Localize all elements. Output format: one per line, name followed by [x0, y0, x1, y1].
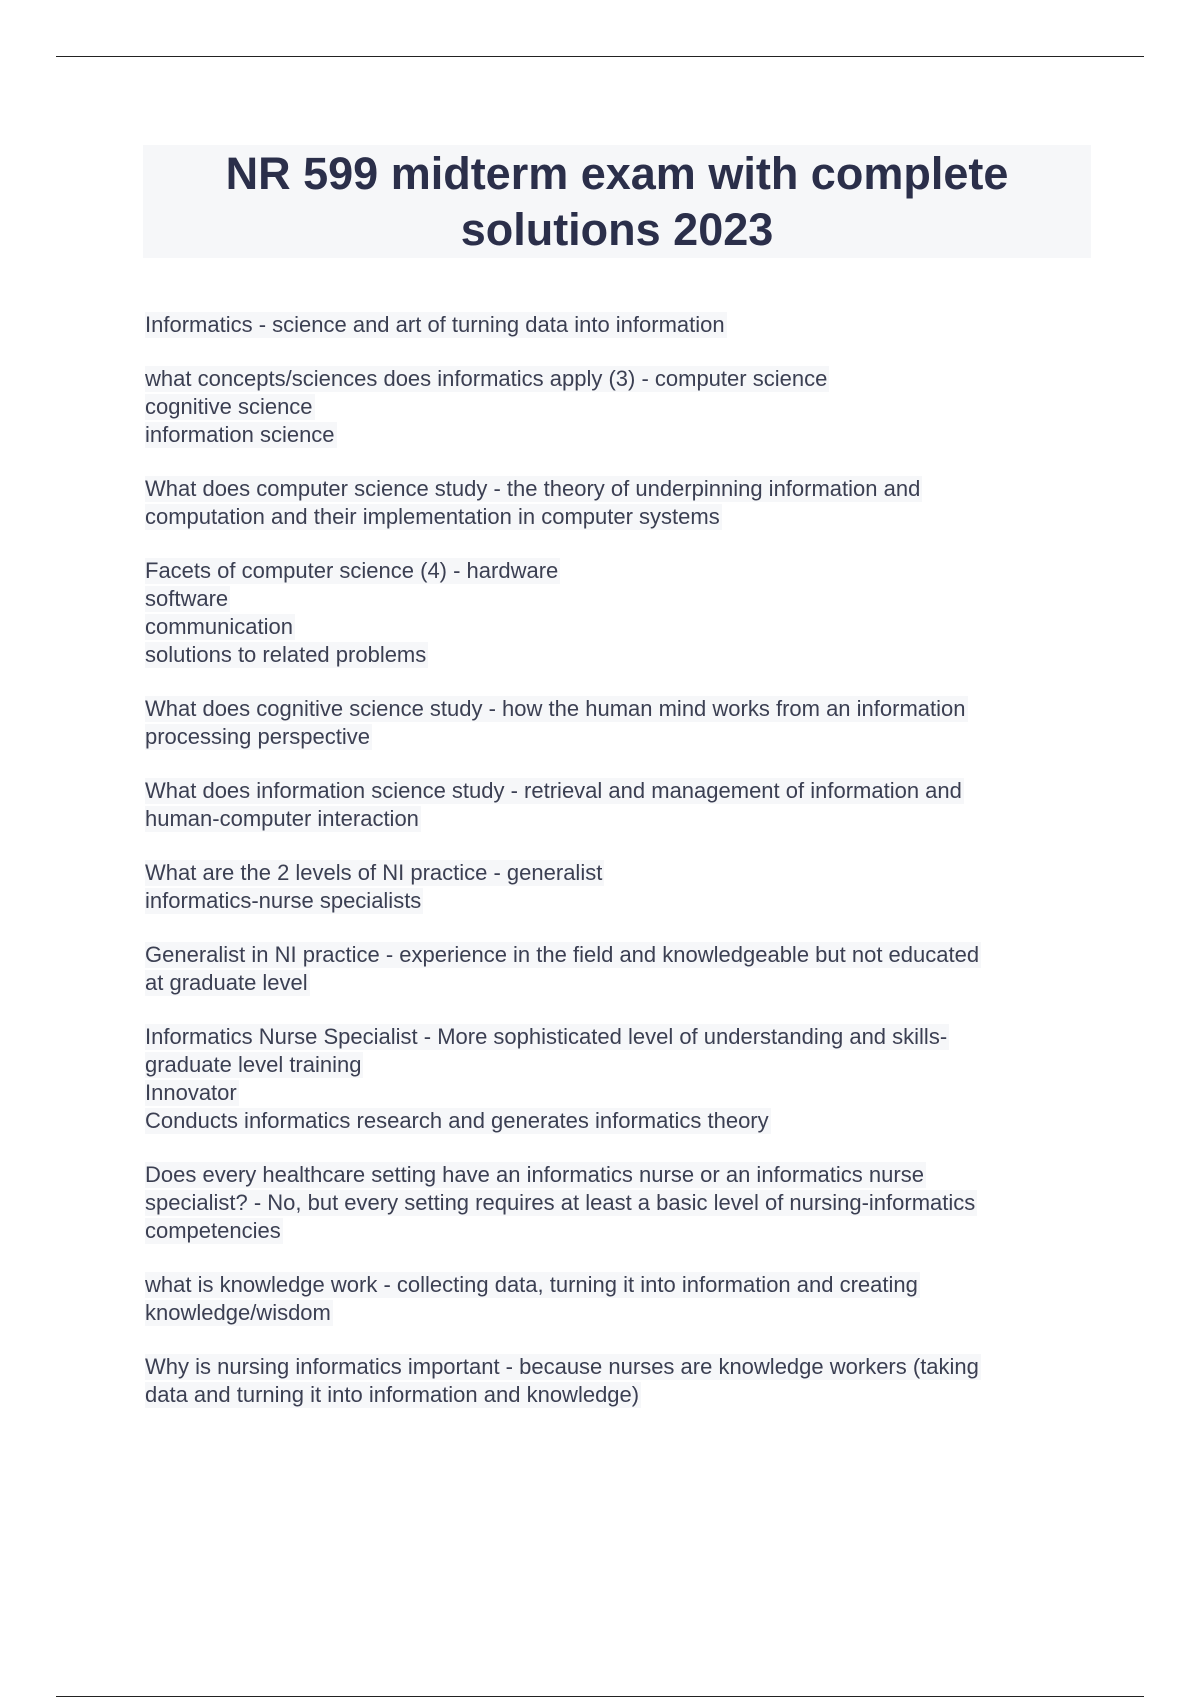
qa-entry: [145, 365, 1075, 449]
qa-text: What does cognitive science study - how the human mind works from an information processing perspective: [145, 696, 966, 749]
qa-text: what is knowledge work - collecting data, turning it into information and creating knowledge/wisdom: [145, 1272, 918, 1325]
document-title: NR 599 midterm exam with complete solutions 2023: [225, 147, 1009, 255]
qa-entry: [145, 695, 1075, 751]
qa-text: what concepts/sciences does informatics apply (3) - computer science cognitive science information science: [145, 366, 828, 447]
qa-entry: [145, 475, 1075, 531]
qa-text: Does every healthcare setting have an informatics nurse or an informatics nurse specialist? - No, but every setting requires at least a basic level of nursing-informatics competencies: [145, 1162, 976, 1243]
header-rule: [56, 56, 1144, 57]
qa-text: Informatics Nurse Specialist - More sophisticated level of understanding and skills- graduate level training Innovator Conducts informatics research and generates informatics theory: [145, 1024, 948, 1133]
qa-list: [145, 311, 1075, 1435]
qa-entry: [145, 311, 1075, 339]
title-banner: [143, 145, 1091, 258]
qa-entry: [145, 777, 1075, 833]
qa-text: Facets of computer science (4) - hardware software communication solutions to related problems: [145, 558, 559, 667]
qa-entry: [145, 557, 1075, 669]
qa-text: Generalist in NI practice - experience in the field and knowledgeable but not educated at graduate level: [145, 942, 980, 995]
qa-entry: [145, 1271, 1075, 1327]
qa-entry: [145, 1353, 1075, 1409]
qa-text: What are the 2 levels of NI practice - generalist informatics-nurse specialists: [145, 860, 603, 913]
qa-text: What does computer science study - the theory of underpinning information and computation and their implementation in computer systems: [145, 476, 921, 529]
qa-text: Why is nursing informatics important - because nurses are knowledge workers (taking data and turning it into information and knowledge): [145, 1354, 979, 1407]
qa-entry: [145, 1161, 1075, 1245]
qa-text: What does information science study - retrieval and management of information and human-computer interaction: [145, 778, 962, 831]
footer-rule: [56, 1696, 1144, 1697]
qa-text: Informatics - science and art of turning data into information: [145, 312, 725, 337]
qa-entry: [145, 1023, 1075, 1135]
qa-entry: [145, 941, 1075, 997]
qa-entry: [145, 859, 1075, 915]
